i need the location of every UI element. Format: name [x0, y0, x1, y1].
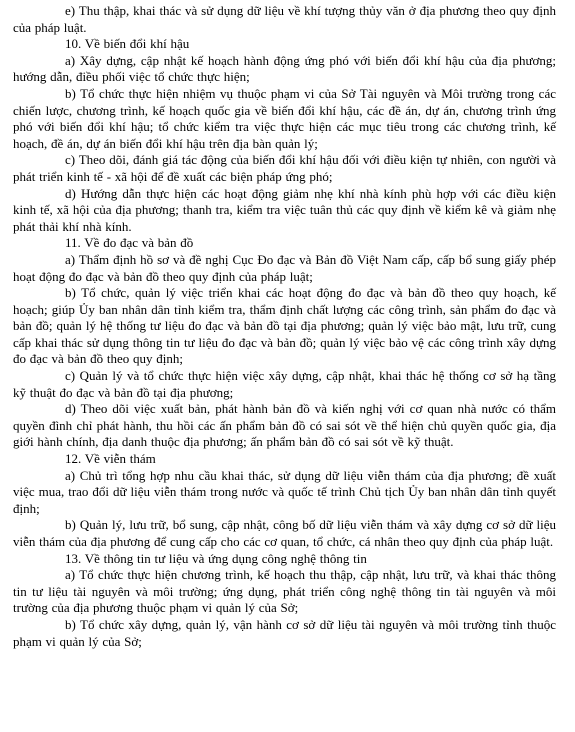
paragraph-10c: c) Theo dõi, đánh giá tác động của biến đổi khí hậu đối với điều kiện tự nhiên, con người và phát triển kinh tế - xã hội để đề xuất các biện pháp ứng phó; — [13, 152, 556, 184]
paragraph-10d: d) Hướng dẫn thực hiện các hoạt động giảm nhẹ khí nhà kính phù hợp với các điều kiện kinh tế, xã hội của địa phương; thanh tra, kiểm tra việc tuân thủ các quy định về kiểm kê và giảm nhẹ phát thải khí nhà kính. — [13, 185, 556, 234]
section-heading-11-surveying-mapping: 11. Về đo đạc và bản đồ — [65, 235, 194, 251]
section-heading-10-climate-change: 10. Về biến đổi khí hậu — [65, 36, 190, 52]
paragraph-13a: a) Tổ chức thực hiện chương trình, kế hoạch thu thập, cập nhật, lưu trữ, và khai thác thông tin tư liệu tài nguyên và môi trường; ứng dụng, phát triển công nghệ thông tin tài nguyên và môi trường của địa phương thuộc phạm vi quản lý của Sở; — [13, 567, 556, 616]
section-heading-12-remote-sensing: 12. Về viễn thám — [65, 451, 156, 467]
paragraph-11c: c) Quản lý và tổ chức thực hiện việc xây dựng, cập nhật, khai thác hệ thống cơ sở hạ tầng kỹ thuật đo đạc và bản đồ tại địa phương; — [13, 368, 556, 400]
paragraph-item-e-hydromet: e) Thu thập, khai thác và sử dụng dữ liệu về khí tượng thủy văn ở địa phương theo quy định của pháp luật. — [13, 3, 556, 35]
paragraph-13b: b) Tổ chức xây dựng, quản lý, vận hành cơ sở dữ liệu tài nguyên và môi trường tỉnh thuộc phạm vi quản lý của Sở; — [13, 616, 556, 649]
paragraph-11d: d) Theo dõi việc xuất bản, phát hành bản đồ và kiến nghị với cơ quan nhà nước có thẩm quyền đình chỉ phát hành, thu hồi các ấn phẩm bản đồ có sai sót về thể hiện chủ quyền quốc gia, địa giới hành chính, địa danh thuộc địa phương; ấn phẩm bản đồ có sai sót về kỹ thuật. — [13, 401, 556, 450]
section-heading-13-information-technology: 13. Về thông tin tư liệu và ứng dụng công nghệ thông tin — [65, 550, 367, 566]
paragraph-11a: a) Thẩm định hồ sơ và đề nghị Cục Đo đạc và Bản đồ Việt Nam cấp, cấp bổ sung giấy phép hoạt động đo đạc và bản đồ theo quy định của pháp luật; — [13, 251, 556, 284]
paragraph-10b: b) Tổ chức thực hiện nhiệm vụ thuộc phạm vi của Sở Tài nguyên và Môi trường trong các chiến lược, chương trình, kế hoạch quốc gia về biến đổi khí hậu, các đề án, dự án, chương trình ứng phó với biến đổi khí hậu; tổ chức kiểm tra việc thực hiện các mục tiêu trong các chương trình, kế hoạch, đề án, dự án biến đổi khí hậu trên địa bàn quản lý; — [13, 85, 556, 151]
paragraph-10a: a) Xây dựng, cập nhật kế hoạch hành động ứng phó với biến đổi khí hậu của địa phương; hướng dẫn, điều phối việc tổ chức thực hiện; — [13, 52, 556, 85]
paragraph-11b: b) Tổ chức, quản lý việc triển khai các hoạt động đo đạc và bản đồ theo quy hoạch, kế hoạch; giúp Ủy ban nhân dân tỉnh kiểm tra, thẩm định chất lượng các công trình, sản phẩm đo đạc và bản đồ; quản lý hệ thống tư liệu đo đạc và bản đồ tại địa phương; quản lý việc bảo mật, lưu trữ, cung cấp khai thác sử dụng thông tin tư liệu đo đạc và bản đồ; quản lý việc bảo vệ các công trình xây dựng đo đạc và bản đồ theo quy định; — [13, 285, 556, 367]
paragraph-12b: b) Quản lý, lưu trữ, bổ sung, cập nhật, công bố dữ liệu viễn thám và xây dựng cơ sở dữ liệu viễn thám của địa phương để cung cấp cho các cơ quan, tổ chức, cá nhân theo quy định của pháp luật. — [13, 517, 556, 549]
paragraph-12a: a) Chủ trì tổng hợp nhu cầu khai thác, sử dụng dữ liệu viễn thám của địa phương; đề xuất việc mua, trao đổi dữ liệu viễn thám trong nước và quốc tế trình Chủ tịch Ủy ban nhân dân tỉnh quyết định; — [13, 467, 556, 516]
